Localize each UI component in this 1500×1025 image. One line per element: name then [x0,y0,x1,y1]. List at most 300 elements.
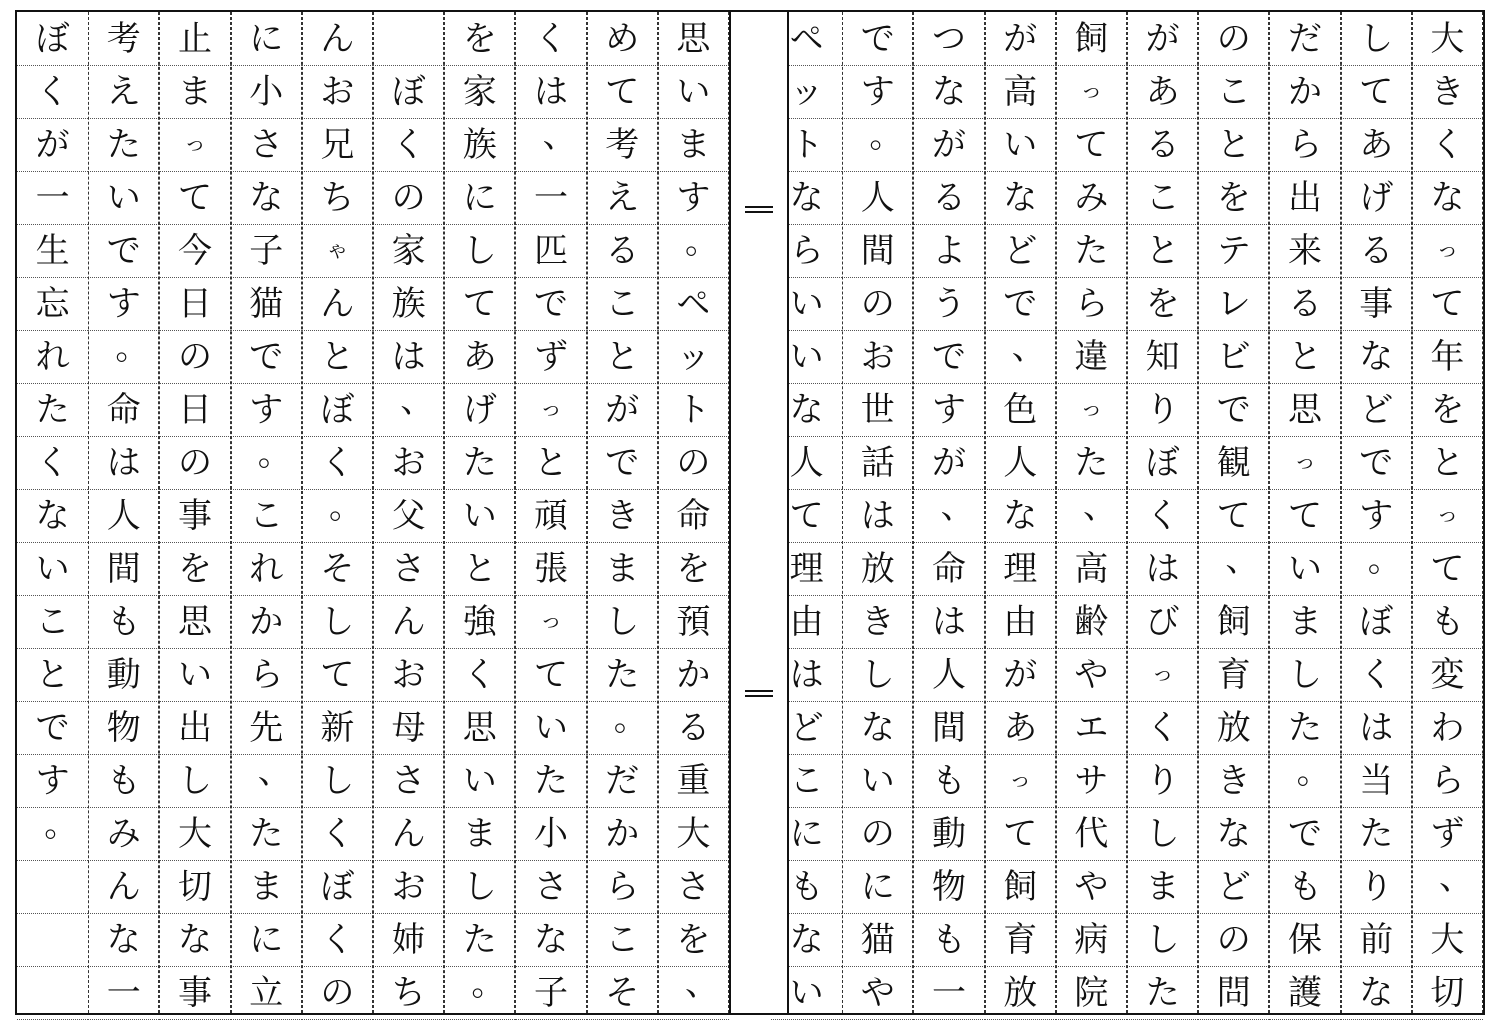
grid-cell: 由 [985,596,1056,649]
grid-cell: げ [1341,172,1412,225]
grid-cell: な [771,914,842,967]
grid-cell: 一 [913,967,984,1020]
grid-cell: て [159,172,230,225]
manuscript-column [985,12,1056,1013]
grid-cell: 観 [1198,437,1269,490]
grid-cell: で [231,331,302,384]
grid-cell: た [587,649,658,702]
grid-cell: 放 [842,543,913,596]
grid-cell: 命 [88,384,159,437]
grid-cell: た [1269,702,1340,755]
grid-cell: る [1341,225,1412,278]
grid-cell: か [587,808,658,861]
grid-cell: 年 [1412,331,1483,384]
grid-cell: 大 [159,808,230,861]
grid-cell: た [88,119,159,172]
grid-cell: だ [1269,13,1340,66]
column-separator [444,12,445,1013]
manuscript-column [587,12,658,1013]
grid-cell: こ [1198,66,1269,119]
grid-cell: 。 [17,808,88,861]
grid-cell: 人 [842,172,913,225]
grid-cell: な [771,384,842,437]
grid-cell: し [1127,808,1198,861]
grid-cell: 話 [842,437,913,490]
grid-cell: っ [1412,490,1483,543]
grid-cell: 高 [1056,543,1127,596]
grid-cell: ッ [771,66,842,119]
grid-cell: 。 [88,331,159,384]
grid-cell: 。 [587,702,658,755]
grid-cell: 物 [913,861,984,914]
grid-cell: ビ [1198,331,1269,384]
grid-cell: 、 [231,755,302,808]
grid-cell: エ [1056,702,1127,755]
grid-cell: っ [159,119,230,172]
grid-cell: 来 [1269,225,1340,278]
grid-cell: 父 [373,490,444,543]
grid-cell: は [373,331,444,384]
grid-cell: 預 [658,596,729,649]
grid-cell: 人 [913,649,984,702]
grid-cell: 護 [1269,967,1340,1020]
grid-cell: 、 [1412,861,1483,914]
grid-cell: っ [1127,649,1198,702]
grid-cell: で [515,278,586,331]
grid-cell: の [1198,13,1269,66]
grid-cell: る [1127,119,1198,172]
grid-cell: の [159,331,230,384]
grid-cell: 大 [1412,914,1483,967]
grid-cell: い [17,543,88,596]
grid-cell: な [985,490,1056,543]
grid-cell: た [1056,437,1127,490]
grid-cell: 母 [373,702,444,755]
grid-cell: で [1198,384,1269,437]
grid-cell: ど [1341,384,1412,437]
grid-cell: は [515,66,586,119]
grid-cell: も [771,861,842,914]
grid-cell: 兄 [302,119,373,172]
grid-cell: 院 [1056,967,1127,1020]
grid-cell: 育 [1198,649,1269,702]
grid-cell: い [771,278,842,331]
grid-cell: は [842,490,913,543]
grid-cell: お [373,437,444,490]
grid-cell: う [913,278,984,331]
grid-cell: す [17,755,88,808]
grid-cell: を [658,914,729,967]
grid-cell: を [444,13,515,66]
grid-cell: 切 [1412,967,1483,1020]
grid-cell: さ [658,861,729,914]
grid-cell: り [1341,861,1412,914]
grid-cell: て [515,649,586,702]
grid-cell: な [515,914,586,967]
grid-cell: な [1341,967,1412,1020]
grid-cell: も [88,755,159,808]
grid-cell: ち [302,172,373,225]
grid-cell: の [373,172,444,225]
grid-cell: か [231,596,302,649]
grid-cell: 当 [1341,755,1412,808]
grid-cell: く [1412,119,1483,172]
grid-cell: り [1127,384,1198,437]
grid-cell: び [1127,596,1198,649]
grid-cell: た [515,755,586,808]
grid-cell: 世 [842,384,913,437]
grid-cell: っ [985,755,1056,808]
grid-cell: ら [1412,755,1483,808]
grid-cell: で [1341,437,1412,490]
grid-cell: や [1056,649,1127,702]
grid-cell: 止 [159,13,230,66]
grid-cell: と [1269,331,1340,384]
grid-cell: 知 [1127,331,1198,384]
grid-cell: で [88,225,159,278]
grid-cell: 間 [842,225,913,278]
grid-cell: さ [231,119,302,172]
grid-cell: の [842,278,913,331]
fold-mark [745,690,773,698]
grid-cell: し [1127,914,1198,967]
manuscript-column [842,12,913,1013]
grid-cell: ぼ [302,384,373,437]
grid-cell: す [913,384,984,437]
grid-cell: て [1198,490,1269,543]
grid-cell: く [515,13,586,66]
grid-cell: き [1198,755,1269,808]
manuscript-column [1341,12,1412,1013]
grid-cell: 家 [444,66,515,119]
grid-cell: た [444,914,515,967]
grid-cell: 小 [515,808,586,861]
grid-cell: 、 [373,384,444,437]
grid-cell: 出 [159,702,230,755]
grid-cell: た [1127,967,1198,1020]
grid-cell: み [88,808,159,861]
grid-cell: ッ [658,331,729,384]
grid-cell: 事 [159,490,230,543]
grid-cell: し [1269,649,1340,702]
grid-cell: ペ [658,278,729,331]
grid-cell: な [1412,172,1483,225]
manuscript-column [658,12,729,1013]
grid-cell: 日 [159,384,230,437]
grid-cell: し [444,861,515,914]
grid-cell: な [771,172,842,225]
grid-cell: 大 [1412,13,1483,66]
grid-cell: で [913,331,984,384]
grid-cell: ん [302,278,373,331]
grid-cell: な [1341,331,1412,384]
grid-cell: て [587,66,658,119]
column-separator [658,12,659,1013]
grid-cell: な [159,914,230,967]
grid-cell: と [302,331,373,384]
grid-cell: サ [1056,755,1127,808]
grid-cell: 日 [159,278,230,331]
manuscript-column [1127,12,1198,1013]
grid-cell: て [771,490,842,543]
grid-cell: ゃ [302,225,373,278]
grid-cell: 族 [444,119,515,172]
grid-cell: し [302,755,373,808]
grid-cell: 理 [771,543,842,596]
column-separator [159,12,160,1013]
grid-cell: よ [913,225,984,278]
grid-cell: 猫 [842,914,913,967]
manuscript-column [159,12,230,1013]
grid-cell: ら [1269,119,1340,172]
grid-cell: い [444,755,515,808]
grid-cell: い [444,490,515,543]
grid-cell: さ [373,543,444,596]
grid-cell: 事 [159,967,230,1020]
grid-cell: 。 [842,119,913,172]
grid-cell: に [231,13,302,66]
grid-cell: め [587,13,658,66]
grid-cell: で [587,437,658,490]
center-gutter [729,12,789,1013]
manuscript-sheet [15,10,1485,1015]
grid-cell: 変 [1412,649,1483,702]
grid-cell: を [159,543,230,596]
grid-cell: こ [587,278,658,331]
grid-cell: 思 [159,596,230,649]
grid-cell: 間 [88,543,159,596]
column-separator [231,12,232,1013]
grid-cell: 色 [985,384,1056,437]
grid-cell: を [1412,384,1483,437]
column-separator [985,12,986,1013]
grid-cell: ど [771,702,842,755]
grid-cell: で [1269,808,1340,861]
grid-cell: ぼ [1127,437,1198,490]
grid-cell: ま [1127,861,1198,914]
grid-cell: に [771,808,842,861]
manuscript-column [1198,12,1269,1013]
grid-cell: い [842,755,913,808]
grid-cell: 飼 [985,861,1056,914]
grid-cell: 、 [913,490,984,543]
grid-cell: 命 [913,543,984,596]
manuscript-column [1056,12,1127,1013]
grid-cell: て [985,808,1056,861]
grid-cell: な [231,172,302,225]
grid-cell: 考 [587,119,658,172]
grid-cell: 由 [771,596,842,649]
manuscript-column [515,12,586,1013]
grid-cell: こ [587,914,658,967]
grid-cell: ぼ [17,13,88,66]
grid-cell: 人 [88,490,159,543]
grid-cell: に [842,861,913,914]
grid-cell: 子 [231,225,302,278]
grid-cell: は [88,437,159,490]
grid-cell: て [1269,490,1340,543]
grid-cell: き [842,596,913,649]
grid-cell: し [302,596,373,649]
grid-cell: て [1412,278,1483,331]
manuscript-column [1269,12,1340,1013]
grid-cell: だ [587,755,658,808]
grid-cell: な [985,172,1056,225]
grid-cell: げ [444,384,515,437]
grid-cell: は [771,649,842,702]
grid-cell: た [1056,225,1127,278]
grid-cell: れ [17,331,88,384]
grid-cell: は [913,596,984,649]
grid-cell: ま [159,66,230,119]
grid-cell: と [1412,437,1483,490]
grid-cell: お [302,66,373,119]
grid-cell: 飼 [1198,596,1269,649]
grid-cell: ん [373,808,444,861]
grid-cell: す [658,172,729,225]
grid-cell: す [88,278,159,331]
grid-cell: で [17,702,88,755]
grid-cell: お [373,861,444,914]
grid-cell: 、 [1056,490,1127,543]
grid-cell: が [985,649,1056,702]
grid-cell: ど [1198,861,1269,914]
grid-cell: そ [587,967,658,1020]
grid-cell: く [373,119,444,172]
grid-cell: し [444,225,515,278]
grid-cell: こ [1127,172,1198,225]
grid-cell: 、 [1198,543,1269,596]
grid-cell: が [1127,13,1198,66]
grid-cell: 姉 [373,914,444,967]
grid-cell: く [17,437,88,490]
grid-cell: れ [231,543,302,596]
grid-cell: て [1341,66,1412,119]
column-separator [1269,12,1270,1013]
grid-cell: や [842,967,913,1020]
manuscript-column [444,12,515,1013]
grid-cell: と [1198,119,1269,172]
grid-cell: と [17,649,88,702]
fold-mark [745,206,773,214]
grid-cell: は [1127,543,1198,596]
grid-cell: 今 [159,225,230,278]
grid-cell: 。 [444,967,515,1020]
manuscript-column [373,12,444,1013]
grid-cell: す [231,384,302,437]
grid-cell: 忘 [17,278,88,331]
column-separator [1198,12,1199,1013]
grid-cell: 先 [231,702,302,755]
grid-cell: 張 [515,543,586,596]
grid-cell: え [587,172,658,225]
manuscript-column [88,12,159,1013]
grid-cell: 思 [444,702,515,755]
column-separator [842,12,843,1013]
grid-cell: く [17,66,88,119]
grid-cell: 保 [1269,914,1340,967]
grid-cell: 匹 [515,225,586,278]
grid-cell: ん [302,13,373,66]
grid-cell: 。 [1341,543,1412,596]
grid-cell: な [1198,808,1269,861]
grid-cell: と [587,331,658,384]
manuscript-column [17,12,88,1013]
grid-cell: な [913,66,984,119]
grid-cell: っ [1269,437,1340,490]
grid-cell: 問 [1198,967,1269,1020]
grid-cell: し [159,755,230,808]
grid-cell: た [444,437,515,490]
grid-cell: も [913,755,984,808]
grid-cell: ん [88,861,159,914]
grid-cell: 一 [515,172,586,225]
grid-cell: 前 [1341,914,1412,967]
grid-cell: ま [1269,596,1340,649]
manuscript-column [231,12,302,1013]
grid-cell: い [515,702,586,755]
grid-cell: が [913,119,984,172]
grid-cell: 事 [1341,278,1412,331]
grid-cell: の [658,437,729,490]
grid-cell: と [515,437,586,490]
grid-cell: つ [913,13,984,66]
grid-cell: 家 [373,225,444,278]
grid-cell: こ [17,596,88,649]
grid-cell: ま [658,119,729,172]
column-separator [373,12,374,1013]
grid-cell: 育 [985,914,1056,967]
grid-cell: と [1127,225,1198,278]
grid-cell: た [1341,808,1412,861]
grid-cell: る [1269,278,1340,331]
column-separator [913,12,914,1013]
grid-cell: の [302,967,373,1020]
grid-cell: 頑 [515,490,586,543]
grid-cell: ら [1056,278,1127,331]
grid-cell: 一 [17,172,88,225]
grid-cell: ぼ [1341,596,1412,649]
grid-cell: 重 [658,755,729,808]
grid-cell: 小 [231,66,302,119]
grid-cell: え [88,66,159,119]
grid-cell: 生 [17,225,88,278]
grid-cell: い [1269,543,1340,596]
grid-cell: 物 [88,702,159,755]
grid-cell [17,861,88,914]
grid-cell: 放 [1198,702,1269,755]
grid-cell: ら [771,225,842,278]
grid-cell: っ [515,384,586,437]
manuscript-column [1412,12,1483,1013]
grid-cell: て [1412,543,1483,596]
grid-cell: し [842,649,913,702]
grid-cell: 。 [231,437,302,490]
grid-cell: も [88,596,159,649]
grid-cell: 高 [985,66,1056,119]
grid-cell: っ [1056,384,1127,437]
grid-cell: 、 [515,119,586,172]
grid-cell: あ [985,702,1056,755]
grid-cell: 強 [444,596,515,649]
grid-cell: い [658,66,729,119]
grid-cell: 一 [88,967,159,1020]
grid-cell: て [302,649,373,702]
grid-cell: ず [515,331,586,384]
grid-cell: な [842,702,913,755]
column-separator [587,12,588,1013]
column-separator [1056,12,1057,1013]
